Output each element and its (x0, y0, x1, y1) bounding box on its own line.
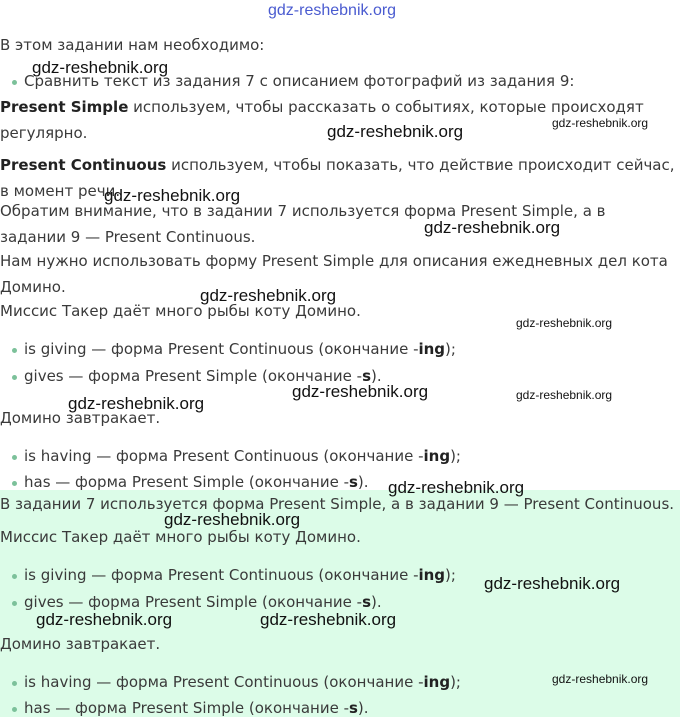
list-item: has — форма Present Simple (окончание -s). (12, 469, 369, 495)
term: Present Simple (0, 98, 129, 116)
watermark: gdz-reshebnik.org (104, 186, 241, 205)
term: Present Continuous (0, 156, 167, 174)
definition: используем, чтобы рассказать о событиях, которые происходят регулярно. (0, 98, 644, 142)
note-2: Нам нужно использовать форму Present Simple для описания ежедневных дел кота Домино. (0, 252, 668, 296)
watermark: gdz-reshebnik.org (68, 394, 205, 413)
watermark: gdz-reshebnik.org (484, 574, 621, 593)
watermark: gdz-reshebnik.org (292, 382, 429, 401)
present-continuous-def (0, 152, 676, 204)
watermark: gdz-reshebnik.org (516, 316, 613, 330)
list-item: is having — форма Present Continuous (окончание -ing); (12, 669, 461, 695)
answer-sentence-1: Миссис Такер даёт много рыбы коту Домино. (0, 528, 361, 546)
watermark: gdz-reshebnik.org (552, 116, 649, 130)
list-item: has — форма Present Simple (окончание -s). (12, 695, 369, 721)
answer-intro: В задании 7 используется форма Present Simple, а в задании 9 — Present Continuous. (0, 495, 675, 513)
watermark: gdz-reshebnik.org (32, 58, 169, 77)
definition: используем, чтобы показать, что действие происходит сейчас, в момент речи. (0, 156, 675, 200)
sentence-2: Домино завтракает. (0, 409, 161, 427)
sentence-1: Миссис Такер даёт много рыбы коту Домино. (0, 302, 361, 320)
watermark: gdz-reshebnik.org (516, 388, 613, 402)
note-1: Обратим внимание, что в задании 7 используется форма Present Simple, а в задании 9 — Present Continuous. (0, 202, 606, 246)
watermark: gdz-reshebnik.org (164, 510, 301, 529)
watermark: gdz-reshebnik.org (388, 478, 525, 497)
list-item: gives — форма Present Simple (окончание -s). (12, 363, 382, 389)
list-item: is giving — форма Present Continuous (окончание -ing); (12, 336, 456, 362)
watermark: gdz-reshebnik.org (36, 610, 173, 629)
list-item: gives — форма Present Simple (окончание -s). (12, 589, 382, 615)
watermark: gdz-reshebnik.org (327, 122, 464, 141)
watermark: gdz-reshebnik.org (260, 610, 397, 629)
intro-text: В этом задании нам необходимо: (0, 36, 265, 54)
bullet-text: Сравнить текст из задания 7 с описанием фотографий из задания 9: (24, 72, 575, 90)
watermark: gdz-reshebnik.org (200, 286, 337, 305)
list-item: is giving — форма Present Continuous (окончание -ing); (12, 562, 456, 588)
watermark: gdz-reshebnik.org (424, 218, 561, 237)
watermark: gdz-reshebnik.org (268, 2, 397, 19)
watermark: gdz-reshebnik.org (552, 672, 649, 686)
list-item: is having — форма Present Continuous (окончание -ing); (12, 443, 461, 469)
answer-sentence-2: Домино завтракает. (0, 635, 161, 653)
